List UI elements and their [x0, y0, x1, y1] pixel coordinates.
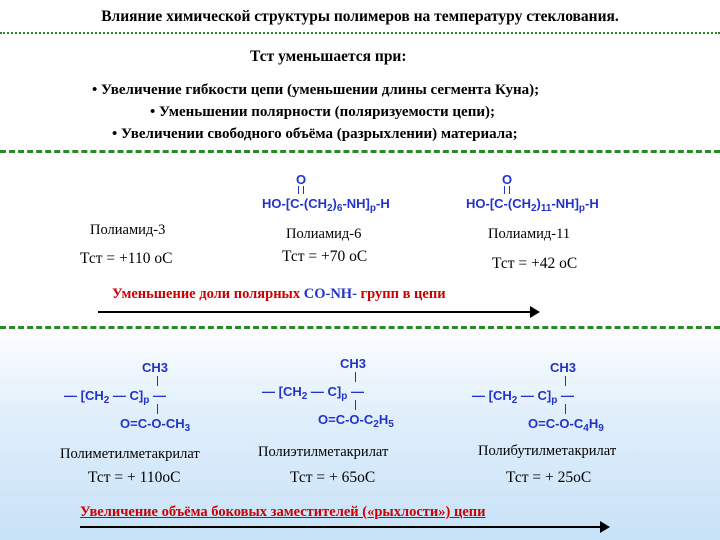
pema-tg: Тст = + 65оС: [290, 469, 376, 486]
pa6-double-bond: [298, 186, 304, 194]
pmma-chain: — [$CH_2$ — $C]_p$ —: [64, 388, 166, 406]
pa11-formula: $HO-[C-(CH_2)_{11}-NH]_p-H$: [466, 196, 599, 214]
pmma-name: Полиметилметакрилат: [60, 446, 200, 462]
pema-ester: $O=C-O-C_2H_5$: [318, 412, 394, 430]
pbma-bond-bottom: [565, 404, 566, 414]
pa11-oxygen: O: [502, 172, 513, 187]
page-title: Влияние химической структуры полимеров на температуру стеклования.: [101, 8, 619, 25]
polar-caption: Уменьшение доли полярных CO-NH- групп в цепи: [112, 286, 446, 302]
pa3-name: Полиамид-3: [90, 222, 166, 238]
subtitle: [250, 48, 407, 66]
pa6-oxygen: O: [296, 172, 307, 187]
pa11-tg: Тст = +42 оС: [492, 255, 578, 272]
pema-name: Полиэтилметакрилат: [258, 444, 389, 460]
pbma-bond-top: [565, 376, 566, 386]
pa11-name: Полиамид-11: [488, 226, 571, 242]
pa6-name: Полиамид-6: [286, 226, 362, 242]
pbma-ester: $O=C-O-C_4H_9$: [528, 416, 604, 434]
pema-ch3: CH3: [340, 356, 367, 371]
pema-bond-bottom: [355, 400, 356, 410]
pbma-tg: Тст = + 25оС: [506, 469, 592, 486]
bullet-3: • Увеличении свободного объёма (разрыхлении) материала;: [112, 126, 518, 142]
pa6-formula: $HO-[C-(CH_2)_6-NH]_p-H$: [262, 196, 390, 214]
pa11-double-bond: [504, 186, 510, 194]
pbma-name: Полибутилметакрилат: [478, 443, 617, 459]
dashed-divider-2: [0, 326, 720, 329]
subtitle-text: Тст уменьшается при:: [250, 48, 407, 65]
pbma-ch3: CH3: [550, 360, 577, 375]
dotted-divider: [0, 32, 720, 34]
volume-arrow: [80, 526, 608, 528]
dashed-divider-1: [0, 150, 720, 153]
pmma-ester: $O=C-O-CH_3$: [120, 416, 191, 434]
pema-bond-top: [355, 372, 356, 382]
pmma-bond-bottom: [157, 404, 158, 414]
bullet-2: • Уменьшении полярности (поляризуемости цепи);: [150, 104, 495, 120]
pema-chain: — [$CH_2$ — $C]_p$ —: [262, 384, 364, 402]
pmma-ch3: CH3: [142, 360, 169, 375]
pmma-tg: Тст = + 110оС: [88, 469, 181, 486]
pmma-bond-top: [157, 376, 158, 386]
pa6-tg: Тст = +70 оС: [282, 248, 368, 265]
polar-arrow: [98, 311, 538, 313]
bullet-1: • Увеличение гибкости цепи (уменьшении длины сегмента Куна);: [92, 82, 540, 98]
volume-caption: Увеличение объёма боковых заместителей («рыхлости») цепи: [80, 504, 486, 520]
pbma-chain: — [$CH_2$ — $C]_p$ —: [472, 388, 574, 406]
pa3-tg: Тст = +110 оС: [80, 250, 173, 267]
